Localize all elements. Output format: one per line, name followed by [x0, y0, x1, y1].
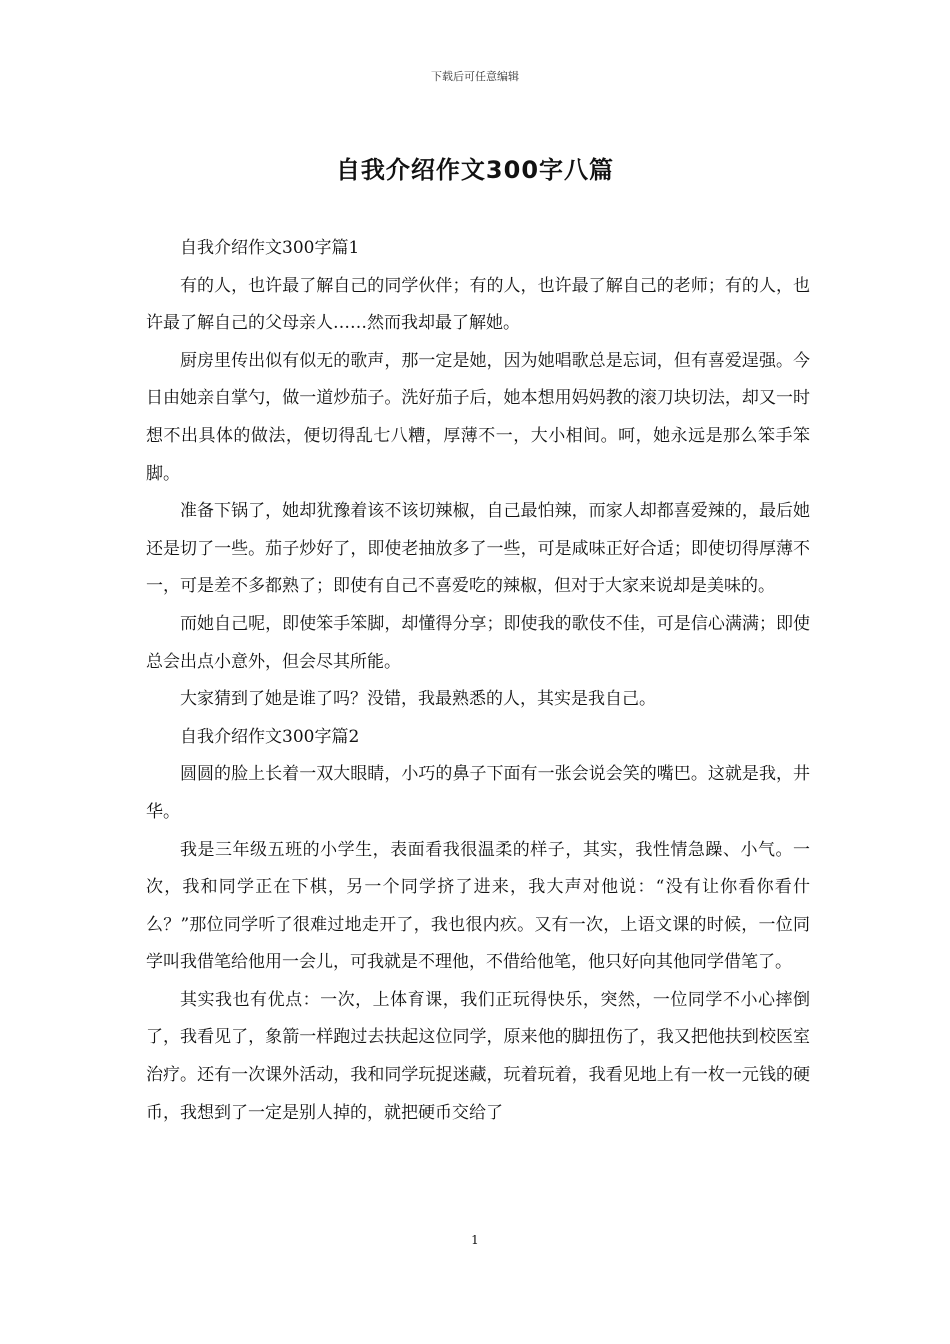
paragraph-heading-2: 自我介绍作文300字篇2: [180, 726, 360, 747]
paragraph: 准备下锅了，她却犹豫着该不该切辣椒，自己最怕辣，而家人却都喜爱辣的，最后她还是切了一些。茄子炒好了，即使老抽放多了一些，可是咸味正好合适；即使切得厚薄不一，可是差不多都熟了；即使有自己不喜爱吃的辣椒，但对于大家来说却是美味的。: [146, 501, 810, 597]
paragraph: 圆圆的脸上长着一双大眼睛，小巧的鼻子下面有一张会说会笑的嘴巴。这就是我，井华。: [146, 764, 810, 822]
paragraph: 我是三年级五班的小学生，表面看我很温柔的样子，其实，我性情急躁、小气。一次，我和同学正在下棋，另一个同学挤了进来，我大声对他说：“没有让你看你看什么？”那位同学听了很难过地走开了，我也很内疚。又有一次，上语文课的时候，一位同学叫我借笔给他用一会儿，可我就是不理他，不借给他笔，他只好向其他同学借笔了。: [146, 839, 810, 973]
paragraph: 其实我也有优点：一次，上体育课，我们正玩得快乐，突然，一位同学不小心摔倒了，我看见了，象箭一样跑过去扶起这位同学，原来他的脚扭伤了，我又把他扶到校医室治疗。还有一次课外活动，我和同学玩捉迷藏，玩着玩着，我看见地上有一枚一元钱的硬币，我想到了一定是别人掉的，就把硬币交给了: [146, 989, 810, 1123]
paragraph: 厨房里传出似有似无的歌声，那一定是她，因为她唱歌总是忘词，但有喜爱逞强。今日由她亲自掌勺，做一道炒茄子。洗好茄子后，她本想用妈妈教的滚刀块切法，却又一时想不出具体的做法，便切得乱七八糟，厚薄不一，大小相间。呵，她永远是那么笨手笨脚。: [146, 350, 810, 484]
paragraph-heading-1: 自我介绍作文300字篇1: [180, 238, 360, 258]
paragraph: 有的人，也许最了解自己的同学伙伴；有的人，也许最了解自己的老师；有的人，也许最了解自己的父母亲人……然而我却最了解她。: [146, 275, 810, 334]
document-title: 自我介绍作文300字八篇: [335, 156, 615, 184]
paragraph: 而她自己呢，即使笨手笨脚，却懂得分享；即使我的歌伎不佳，可是信心满满；即使总会出点小意外，但会尽其所能。: [146, 613, 810, 672]
page-number: 1: [471, 1233, 479, 1247]
header-note: 下载后可任意编辑: [431, 70, 519, 83]
paragraph: 大家猜到了她是谁了吗？没错，我最熟悉的人，其实是我自己。: [180, 689, 656, 710]
document-body: [146, 230, 810, 1132]
